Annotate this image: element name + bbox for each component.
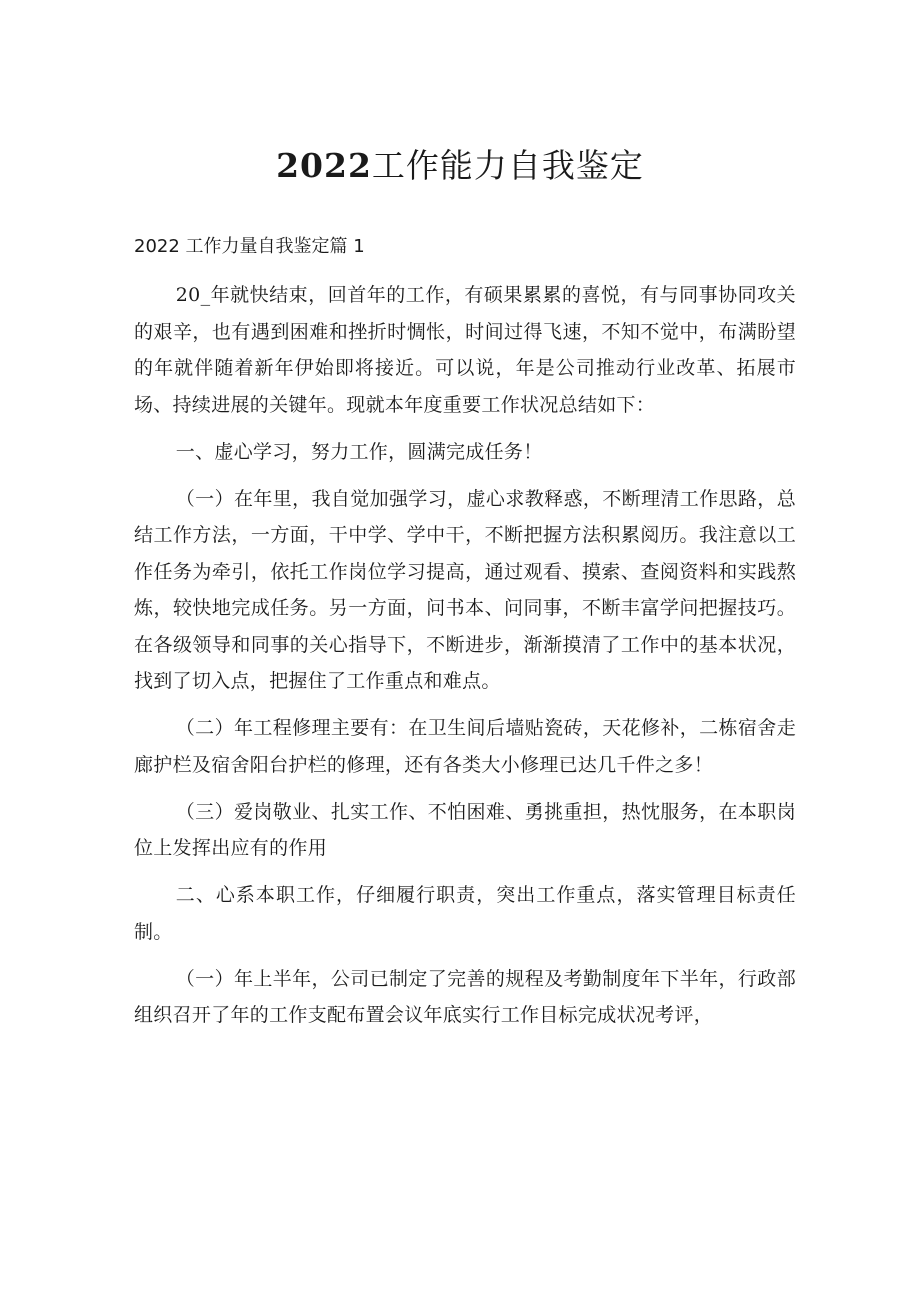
title-text: 工作能力自我鉴定 xyxy=(371,146,644,185)
paragraph-2-1: （一）年上半年，公司已制定了完善的规程及考勤制度年下半年，行政部组织召开了年的工作支配布置会议年底实行工作目标完成状况考评， xyxy=(134,967,796,1026)
paragraph-intro: 20_年就快结束，回首年的工作，有硕果累累的喜悦，有与同事协同攻关的艰辛，也有遇到困难和挫折时惆怅，时间过得飞速，不知不觉中，布满盼望的年就伴随着新年伊始即将接近。可以说，年是公司推动行业改革、拓展市场、持续进展的关键年。现就本年度重要工作状况总结如下： xyxy=(134,284,796,416)
document-body xyxy=(134,277,796,1044)
paragraph-heading-2: 二、心系本职工作，仔细履行职责，突出工作重点，落实管理目标责任制。 xyxy=(134,884,796,943)
document-title xyxy=(0,140,920,187)
paragraph-1-2: （二）年工程修理主要有：在卫生间后墙贴瓷砖，天花修补，二栋宿舍走廊护栏及宿舍阳台护栏的修理，还有各类大小修理已达几千件之多！ xyxy=(134,717,796,776)
paragraph-heading-1: 一、虚心学习，努力工作，圆满完成任务！ xyxy=(175,440,543,463)
paragraph-1-3: （三）爱岗敬业、扎实工作、不怕困难、勇挑重担，热忱服务，在本职岗位上发挥出应有的作用 xyxy=(134,800,796,859)
section-heading: 2022 工作力量自我鉴定篇 1 xyxy=(134,236,365,257)
paragraph-1-1: （一）在年里，我自觉加强学习，虚心求教释惑，不断理清工作思路，总结工作方法，一方面，干中学、学中干，不断把握方法积累阅历。我注意以工作任务为牵引，依托工作岗位学习提高，通过观看、摸索、查阅资料和实践熬炼，较快地完成任务。另一方面，问书本、问同事，不断丰富学问把握技巧。在各级领导和同事的关心指导下，不断进步，渐渐摸清了工作中的基本状况，找到了切入点，把握住了工作重点和难点。 xyxy=(134,487,796,692)
title-year: 2022 xyxy=(276,146,372,185)
